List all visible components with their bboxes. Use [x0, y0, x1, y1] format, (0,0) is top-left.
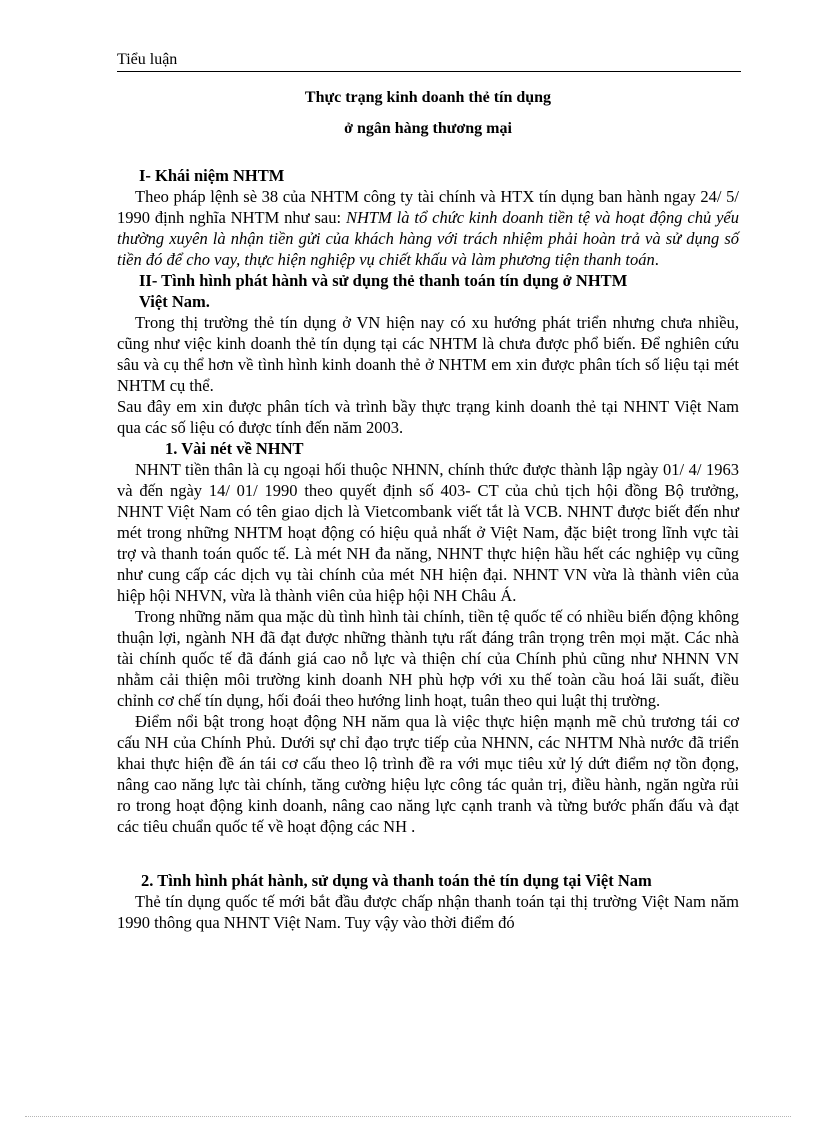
subsection-1-paragraph-2: Trong những năm qua mặc dù tình hình tài chính, tiền tệ quốc tế có nhiều biến động không thuận lợi, ngành NH đã đạt được những thành tựu rất đáng trân trọng trên mọi mặt. Các nhà tài chính quốc tế đã đánh giá cao nỗ lực và thiện chí của Chính phủ cũng như NHNN VN nhằm cải thiện môi trường kinh doanh NH phù hợp với xu thế toàn cầu hoá lãi suất, điều chỉnh cơ chế tín dụng, hối đoái theo hướng linh hoạt, tuân theo qui luật thị trường. [117, 607, 739, 710]
subsection-1-heading: 1. Vài nét về NHNT [165, 439, 304, 458]
document-title-line-1: Thực trạng kinh doanh thẻ tín dụng [304, 89, 552, 106]
section-2-heading [139, 270, 739, 312]
definition-intro: Theo pháp lệnh sè 38 của NHTM công ty tài chính và HTX tín dụng ban hành ngay 24/ 5/ 1990 định nghĩa NHTM như sau: [117, 187, 739, 227]
definition-end: . [654, 250, 659, 269]
subsection-2-paragraph-1: Thẻ tín dụng quốc tế mới bắt đầu được chấp nhận thanh toán tại thị trường Việt Nam năm 1990 thông qua NHNT Việt Nam. Tuy vậy vào thời điểm đó [117, 892, 739, 932]
subsection-2-heading: 2. Tình hình phát hành, sử dụng và thanh toán thẻ tín dụng tại Việt Nam [141, 871, 652, 890]
subsection-1-paragraph-1: NHNT tiền thân là cụ ngoại hối thuộc NHNN, chính thức được thành lập ngày 01/ 4/ 1963 và đến ngày 14/ 01/ 1990 theo quyết định số 403- CT của chủ tịch hội đồng Bộ trưởng, NHNT Việt Nam có tên giao dịch là Vietcombank viết tắt là VCB. NHNT được biết đến như mét trong những NHTM hoạt động có hiệu quả nhất ở Việt Nam, đặc biệt trong lĩnh vực tài trợ và thanh toán quốc tế. Là mét NH đa năng, NHNT thực hiện hầu hết các nghiệp vụ cũng như cung cấp các dịch vụ tài chính của mét NH hiện đại. NHNT VN vừa là thành viên của hiệp hội NHVN, vừa là thành viên của hiệp hội NH Châu Á. [117, 460, 739, 605]
section-2-paragraph-2: Sau đây em xin được phân tích và trình bầy thực trạng kinh doanh thẻ tại NHNT Việt Nam qua các số liệu có được tính đến năm 2003. [117, 397, 739, 437]
header-text: Tiểu luận [117, 51, 178, 68]
section-1-heading: I- Khái niệm NHTM [139, 166, 285, 185]
section-2-paragraph-1: Trong thị trường thẻ tín dụng ở VN hiện nay có xu hướng phát triển nhưng chưa nhiều, cũng như việc kinh doanh thẻ tín dụng tại các NHTM là chưa được phổ biến. Để nghiên cứu sâu và cụ thể hơn về tình hình kinh doanh thẻ ở NHTM em xin được phân tích số liệu tại mét NHTM cụ thể. [117, 313, 739, 395]
definition-text: NHTM là tổ chức kinh doanh tiền tệ và hoạt động chủ yếu thường xuyên là nhận tiền gửi của khách hàng với trách nhiệm phải hoàn trả và sử dụng số tiền đó để cho vay, thực hiện nghiệp vụ chiết khấu và làm phương tiện thanh toán [117, 208, 739, 269]
document-body [117, 88, 739, 933]
section-1-paragraph [117, 186, 739, 270]
document-title-line-2: ở ngân hàng thương mại [344, 120, 512, 137]
page-bottom-border [25, 1116, 791, 1117]
section-2-heading-line-2: Việt Nam. [139, 292, 210, 311]
section-2-heading-line-1: II- Tình hình phát hành và sử dụng thẻ thanh toán tín dụng ở NHTM [139, 271, 628, 290]
subsection-1-paragraph-3: Điểm nổi bật trong hoạt động NH năm qua là việc thực hiện mạnh mẽ chủ trương tái cơ cấu NH của Chính Phủ. Dưới sự chỉ đạo trực tiếp của NHNN, các NHTM Nhà nước đã triển khai thực hiện đề án tái cơ cấu theo lộ trình đề ra với mục tiêu xử lý dứt điểm nợ tồn đọng, nâng cao năng lực tài chính, tăng cường hiệu lực công tác quản trị, điều hành, ngăn ngừa rủi ro trong hoạt động kinh doanh, nâng cao năng lực cạnh tranh và từng bước phấn đấu và đạt các tiêu chuẩn quốc tế về hoạt động các NH . [117, 712, 739, 836]
page-header [117, 50, 741, 72]
